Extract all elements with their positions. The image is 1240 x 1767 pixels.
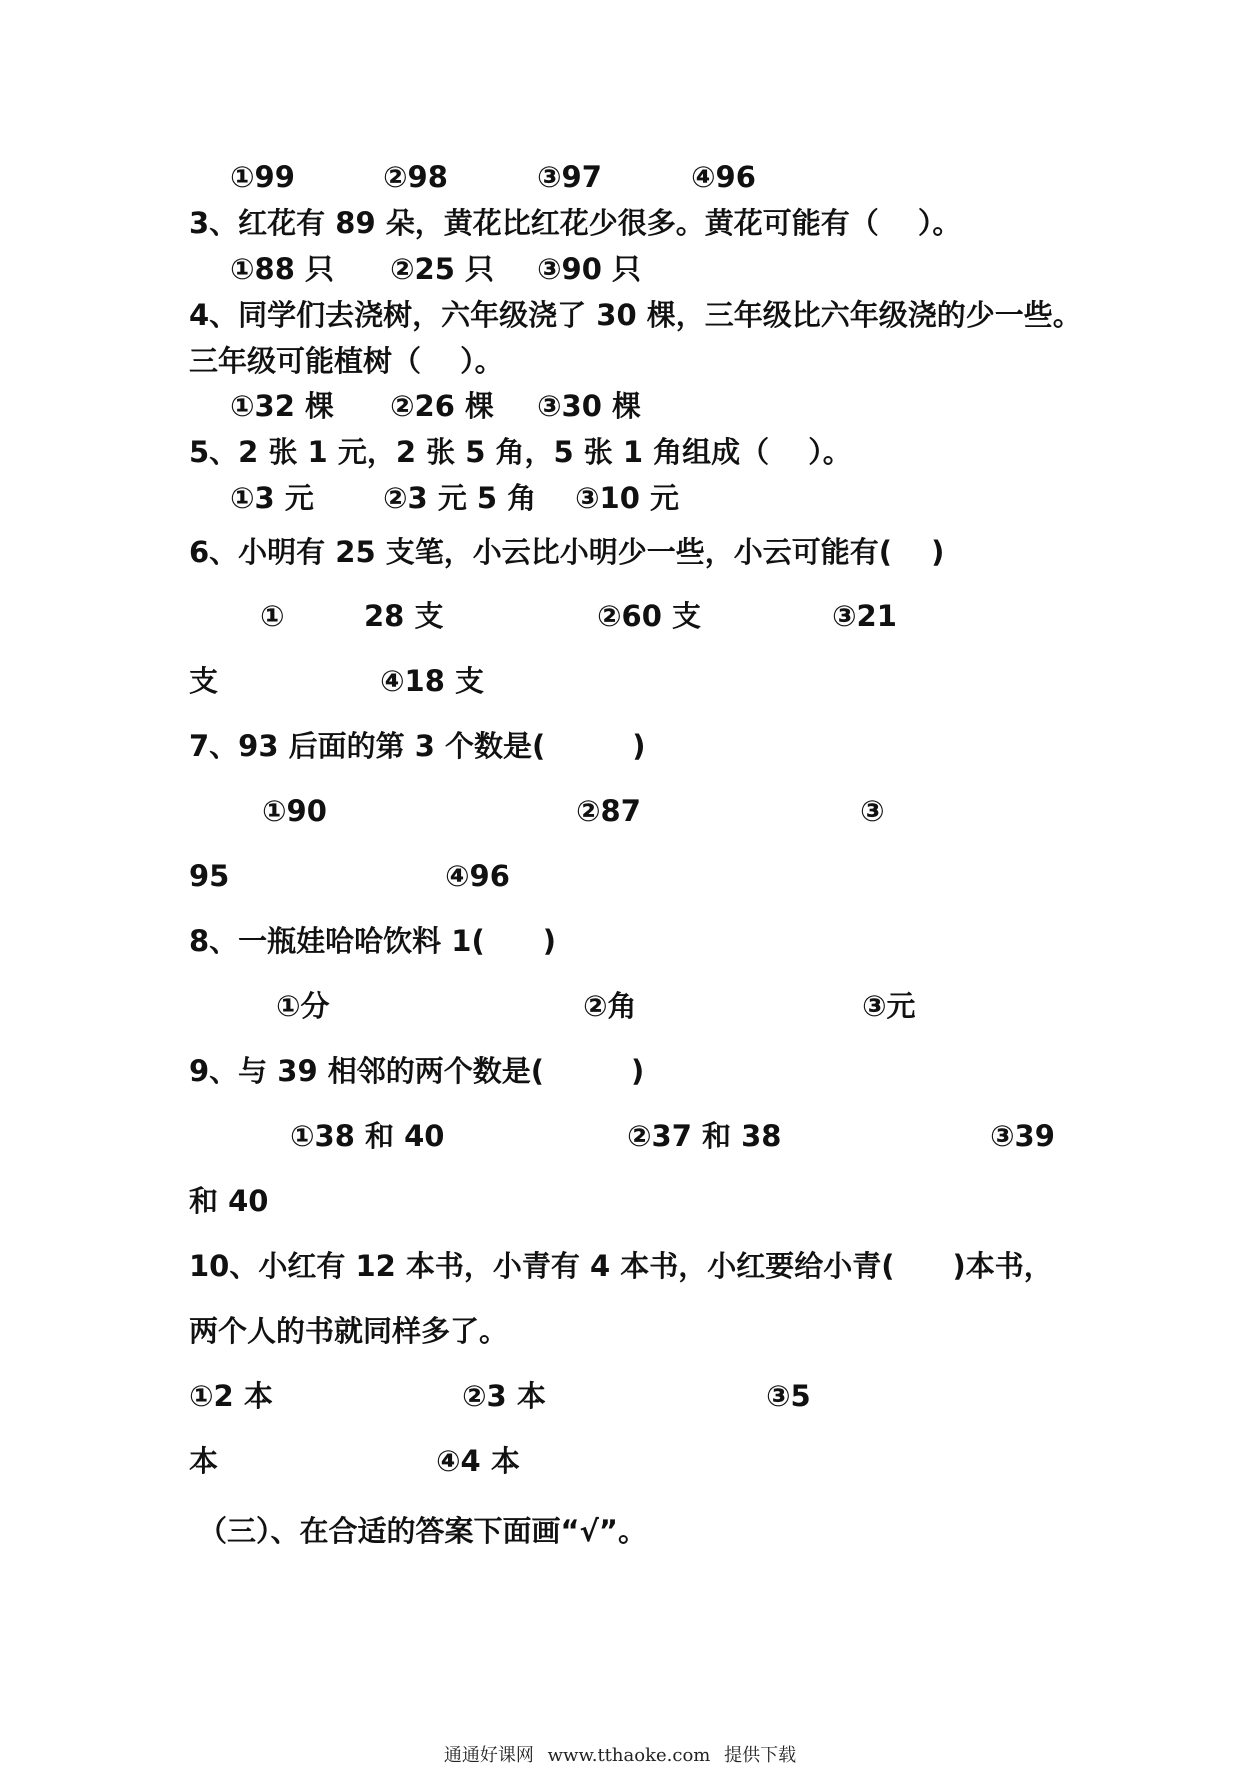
- q6-option-4: ④18 支: [380, 664, 485, 698]
- section-3-title: （三）、在合适的答案下面画“√”。: [198, 1514, 647, 1548]
- q10-option-3-unit: 本: [189, 1444, 219, 1478]
- q9-option-3: ③39: [990, 1119, 1055, 1153]
- question-10-line-2: 两个人的书就同样多了。: [189, 1314, 509, 1348]
- q2-option-2: ②98: [383, 160, 448, 194]
- q3-option-2: ②25 只: [390, 252, 495, 286]
- q4-option-2: ②26 棵: [390, 389, 495, 423]
- q9-option-3-cont: 和 40: [189, 1184, 269, 1218]
- q7-option-1: ①90: [262, 794, 327, 828]
- q2-option-3: ③97: [537, 160, 602, 194]
- q3-option-1: ①88 只: [230, 252, 335, 286]
- q6-option-1-value: 28 支: [364, 599, 444, 633]
- question-6: 6、小明有 25 支笔，小云比小明少一些，小云可能有( ): [189, 535, 945, 569]
- question-10-line-1: 10、小红有 12 本书，小青有 4 本书，小红要给小青( )本书，: [189, 1249, 1053, 1283]
- question-7: 7、93 后面的第 3 个数是( ): [189, 729, 646, 763]
- footer-site-name: 通通好课网: [443, 1745, 534, 1766]
- question-9: 9、与 39 相邻的两个数是( ): [189, 1054, 645, 1088]
- question-5: 5、2 张 1 元，2 张 5 角，5 张 1 角组成（ ）。: [189, 435, 852, 469]
- q8-option-2: ②角: [583, 989, 637, 1023]
- q5-option-3: ③10 元: [575, 481, 680, 515]
- q9-option-1: ①38 和 40: [290, 1119, 445, 1153]
- q2-option-4: ④96: [691, 160, 756, 194]
- q10-option-2: ②3 本: [462, 1379, 546, 1413]
- q8-option-3: ③元: [862, 989, 916, 1023]
- q7-option-4: ④96: [445, 859, 510, 893]
- question-8: 8、一瓶娃哈哈饮料 1( ): [189, 924, 556, 958]
- q7-option-3-value: 95: [189, 859, 230, 893]
- question-4-line-1: 4、同学们去浇树，六年级浇了 30 棵，三年级比六年级浇的少一些。: [189, 298, 1082, 332]
- page-footer: [0, 1741, 1240, 1767]
- footer-url[interactable]: www.tthaoke.com: [547, 1745, 711, 1766]
- q10-option-4: ④4 本: [436, 1444, 520, 1478]
- q10-option-1: ①2 本: [189, 1379, 273, 1413]
- q2-option-1: ①99: [230, 160, 295, 194]
- question-4-line-2: 三年级可能植树（ ）。: [189, 344, 504, 378]
- q8-option-1: ①分: [276, 989, 330, 1023]
- q10-option-3: ③5: [766, 1379, 811, 1413]
- q4-option-3: ③30 棵: [537, 389, 642, 423]
- q9-option-2: ②37 和 38: [627, 1119, 782, 1153]
- q6-option-3: ③21: [832, 599, 897, 633]
- q6-option-1-marker: ①: [260, 599, 285, 633]
- q5-option-1: ①3 元: [230, 481, 314, 515]
- question-3: 3、红花有 89 朵，黄花比红花少很多。黄花可能有（ ）。: [189, 206, 962, 240]
- q7-option-3-marker: ③: [860, 794, 885, 828]
- q5-option-2: ②3 元 5 角: [383, 481, 537, 515]
- q4-option-1: ①32 棵: [230, 389, 335, 423]
- q3-option-3: ③90 只: [537, 252, 642, 286]
- q7-option-2: ②87: [576, 794, 641, 828]
- q6-option-2: ②60 支: [597, 599, 702, 633]
- footer-note: 提供下载: [724, 1745, 797, 1766]
- q6-option-3-unit: 支: [189, 664, 219, 698]
